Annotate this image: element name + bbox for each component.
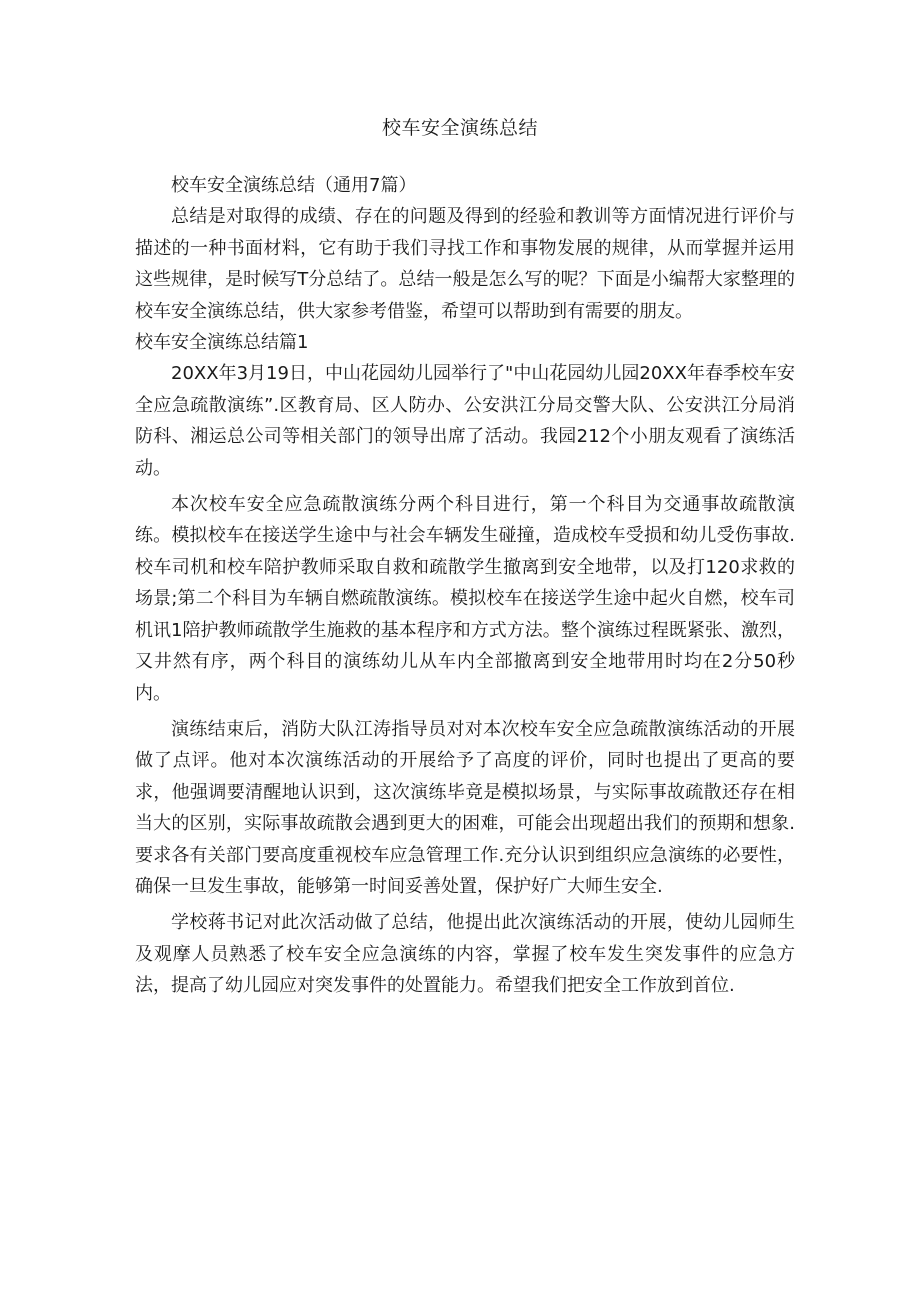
body-paragraph: 演练结束后，消防大队江涛指导员对对本次校车安全应急疏散演练活动的开展做了点评。他对本次演练活动的开展给予了高度的评价，同时也提出了更高的要求，他强调要清醒地认识到，这次演练毕竟是模拟场景，与实际事故疏散还存在相当大的区别，实际事故疏散会遇到更大的困难，可能会出现超出我们的预期和想象.要求各有关部门要高度重视校车应急管理工作.充分认识到组织应急演练的必要性，确保一旦发生事故，能够第一时间妥善处置，保护好广大师生安全. xyxy=(135,718,795,897)
body-paragraph: 20XX年3月19日，中山花园幼儿园举行了"中山花园幼儿园20XX年春季校车安全应急疏散演练”.区教育局、区人防办、公安洪江分局交警大队、公安洪江分局消防科、湘运总公司等相关部门的领导出席了活动。我园212个小朋友观看了演练活动。 xyxy=(135,363,796,479)
section-heading: 校车安全演练总结篇1 xyxy=(135,332,309,354)
body-paragraph: 学校蒋书记对此次活动做了总结，他提出此次演练活动的开展，使幼儿园师生及观摩人员熟悉了校车安全应急演练的内容，掌握了校车发生突发事件的应急方法，提高了幼儿园应对突发事件的处置能力。希望我们把安全工作放到首位. xyxy=(135,912,795,997)
document-title: 校车安全演练总结 xyxy=(381,117,538,139)
body-paragraph: 本次校车安全应急疏散演练分两个科目进行，第一个科目为交通事故疏散演练。模拟校车在接送学生途中与社会车辆发生碰撞，造成校车受损和幼儿受伤事故.校车司机和校车陪护教师采取自救和疏散学生撤离到安全地带，以及打120求救的场景;第二个科目为车辆自燃疏散演练。模拟校车在接送学生途中起火自燃，校车司机讯1陪护教师疏散学生施救的基本程序和方式方法。整个演练过程既紧张、激烈，又井然有序，两个科目的演练幼儿从车内全部撤离到安全地带用时均在2分50秒内。 xyxy=(135,494,795,704)
document-subtitle: 校车安全演练总结（通用7篇） xyxy=(171,175,417,196)
document-body xyxy=(135,170,795,1002)
intro-paragraph: 总结是对取得的成绩、存在的问题及得到的经验和教训等方面情况进行评价与描述的一种书面材料，它有助于我们寻找工作和事物发展的规律，从而掌握并运用这些规律，是时候写T分总结了。总结一般是怎么写的呢？下面是小编帮大家整理的校车安全演练总结，供大家参考借鉴，希望可以帮助到有需要的朋友。 xyxy=(135,206,795,322)
